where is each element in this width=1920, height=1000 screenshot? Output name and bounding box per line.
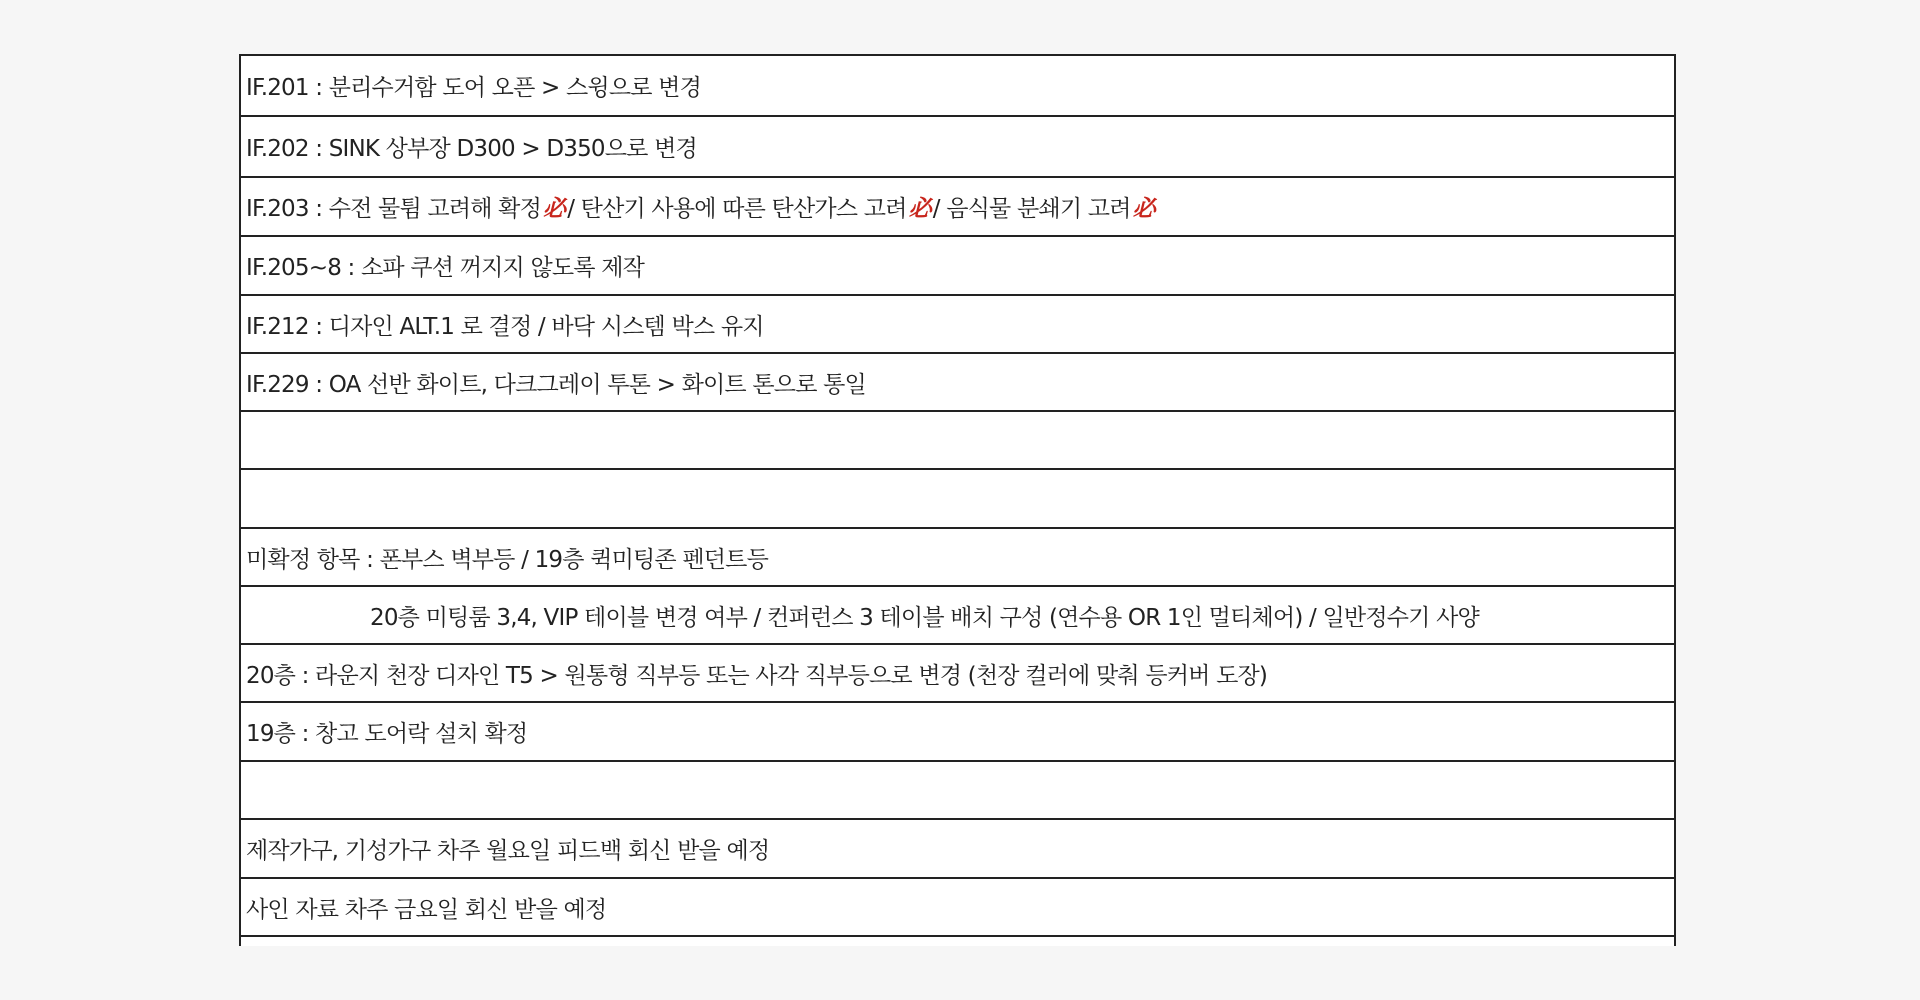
required-mark-icon: 必	[1132, 195, 1155, 222]
note-text-part-1: IF.203 : 수전 물튐 고려해 확정	[246, 196, 541, 222]
note-text: 제작가구, 기성가구 차주 월요일 피드백 회신 받을 예정	[246, 838, 770, 864]
empty-row	[241, 470, 1674, 529]
note-text: IF.202 : SINK 상부장 D300 > D350으로 변경	[246, 136, 697, 162]
note-row-if229	[241, 354, 1674, 412]
note-text: IF.212 : 디자인 ALT.1 로 결정 / 바닥 시스템 박스 유지	[246, 313, 764, 340]
note-row-if202	[241, 117, 1674, 178]
next-row-edge	[241, 943, 1674, 946]
note-text: 20층 : 라운지 천장 디자인 T5 > 원통형 직부등 또는 사각 직부등으로 변경 (천장 컬러에 맞춰 등커버 도장)	[246, 662, 1268, 689]
note-text: 20층 미팅룸 3,4, VIP 테이블 변경 여부 / 컨퍼런스 3 테이블 배치 구성 (연수용 OR 1인 멀티체어) / 일반정수기 사양	[370, 604, 1479, 631]
required-mark-icon: 必	[908, 195, 931, 222]
note-row-if205	[241, 237, 1674, 296]
meeting-notes-sheet	[239, 54, 1676, 946]
note-row-if212	[241, 296, 1674, 354]
empty-row	[241, 762, 1674, 820]
note-row-signage-feedback	[241, 879, 1674, 937]
note-text: IF.201 : 분리수거함 도어 오픈 > 스윙으로 변경	[246, 75, 701, 101]
note-row-if201	[241, 56, 1674, 117]
note-row-19f-storage	[241, 703, 1674, 762]
note-text: IF.229 : OA 선반 화이트, 다크그레이 투톤 > 화이트 톤으로 통일	[246, 371, 866, 398]
note-row-20f-lounge	[241, 645, 1674, 703]
required-mark-icon: 必	[543, 195, 566, 222]
note-text: 19층 : 창고 도어락 설치 확정	[246, 721, 528, 747]
note-row-undecided-continued	[241, 587, 1674, 645]
note-text: 사인 자료 차주 금요일 회신 받을 예정	[246, 896, 607, 923]
empty-row	[241, 412, 1674, 470]
note-text-part-3: / 음식물 분쇄기 고려	[932, 196, 1131, 222]
note-text-part-2: / 탄산기 사용에 따른 탄산가스 고려	[567, 196, 907, 222]
note-text: 미확정 항목 : 폰부스 벽부등 / 19층 퀵미팅존 펜던트등	[246, 546, 769, 573]
note-row-furniture-feedback	[241, 820, 1674, 879]
note-row-if203	[241, 178, 1674, 237]
note-text: IF.205~8 : 소파 쿠션 꺼지지 않도록 제작	[246, 255, 645, 281]
note-row-undecided	[241, 529, 1674, 587]
